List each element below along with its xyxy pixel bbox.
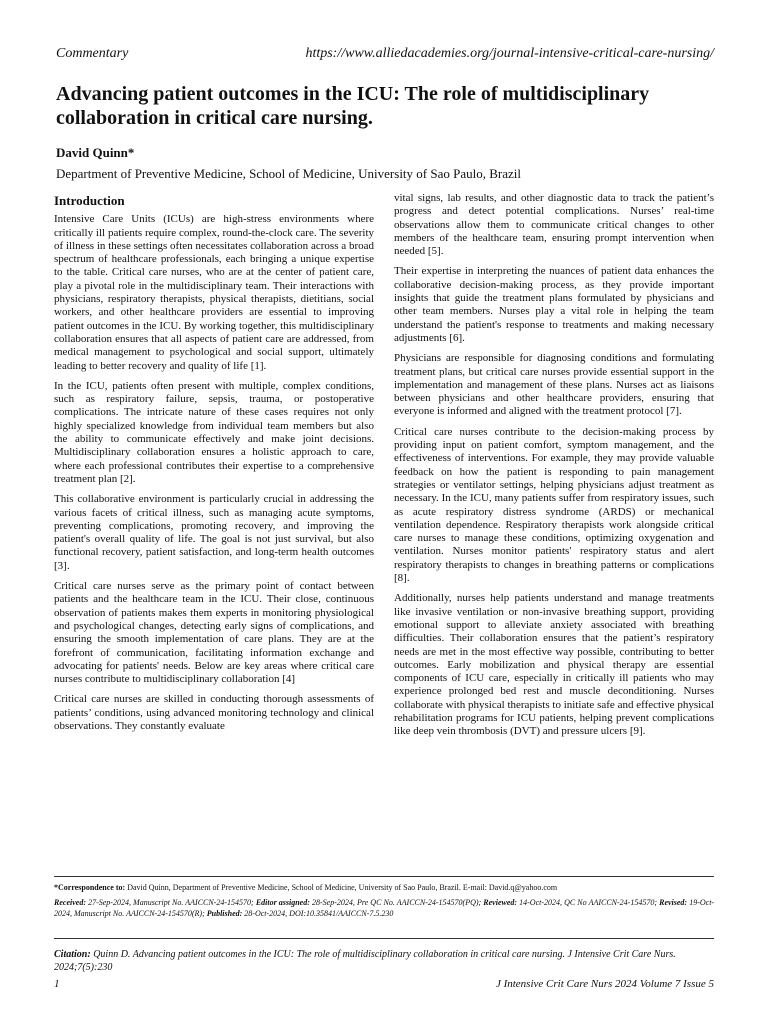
body-paragraph: This collaborative environment is particularly crucial in addressing the various facets of critical illness, such as managing acute symptoms, preventing complications, promoting recovery, and improving the patient's overall quality of life. The goal is not just survival, but also functional recovery, patient satisfaction, and long-term health outcomes [3]. xyxy=(54,493,374,572)
article-title: Advancing patient outcomes in the ICU: The role of multidisciplinary collaboration in critical care nursing. xyxy=(56,83,650,129)
reviewed-label: Reviewed: xyxy=(483,898,518,907)
body-paragraph: Physicians are responsible for diagnosing conditions and formulating treatment plans, but critical care nurses provide essential support in the implementation and management of these plans. Nurses act as liaisons between physicians and other healthcare providers, ensuring that everyone is informed and aligned with the treatment protocol [7]. xyxy=(394,352,714,418)
body-paragraph: Critical care nurses contribute to the decision-making process by providing input on patient comfort, symptom management, and the effectiveness of interventions. For example, they may provide valuable feedback on how the patient is responding to pain management strategies or ventilator settings, helping physicians adjust treatment as necessary. In the ICU, many patients suffer from respiratory issues, such as acute respiratory distress syndrome (ARDS) or mechanical ventilation dependence. Respiratory therapists work alongside critical care nurses to manage these conditions, optimizing oxygenation and ventilation. Nurses monitor patients' respiratory status and alert respiratory therapists to changes in breathing patterns or complications [8]. xyxy=(394,425,714,585)
received-label: Received: xyxy=(54,898,86,907)
body-paragraph: Their expertise in interpreting the nuances of patient data enhances the collaborative decision-making process, as they provide important insights that guide the treatment plans formulated by physicians and other team members. Nurses play a vital role in helping the team understand the patient's response to treatments and making necessary adjustments [6]. xyxy=(394,265,714,344)
author-name: David Quinn* xyxy=(56,145,135,160)
revised-value: 19-Oct-2024, Manuscript No. AAICCN-24-154570(R); xyxy=(54,898,715,918)
author-affiliation: Department of Preventive Medicine, School of Medicine, University of Sao Paulo, Brazil xyxy=(56,166,521,181)
revised-label: Revised: xyxy=(659,898,688,907)
left-column xyxy=(54,192,374,740)
journal-issue: J Intensive Crit Care Nurs 2024 Volume 7 Issue 5 xyxy=(495,978,714,990)
journal-url[interactable]: https://www.alliedacademies.org/journal-intensive-critical-care-nursing/ xyxy=(305,46,714,61)
page-number: 1 xyxy=(54,978,60,990)
manuscript-dates xyxy=(54,897,714,919)
citation-divider xyxy=(54,938,714,939)
citation xyxy=(54,948,714,974)
received-value: 27-Sep-2024, Manuscript No. AAICCN-24-154570; xyxy=(88,898,254,907)
body-paragraph: In the ICU, patients often present with multiple, complex conditions, such as respiratory failure, sepsis, trauma, or postoperative complications. The intricate nature of these cases requires not only highly specialized knowledge from individual team members but also the ability to communicate effectively and make joint decisions. Multidisciplinary collaboration ensures a holistic approach to care, where each professional contributes their expertise to a comprehensive treatment plan [2]. xyxy=(54,379,374,485)
footnote-divider xyxy=(54,876,714,877)
correspondence-label: *Correspondence to: xyxy=(54,883,126,892)
body-paragraph: Critical care nurses are skilled in conducting thorough assessments of patients’ conditions, using advanced monitoring technology and clinical observations. They constantly evaluate xyxy=(54,693,374,732)
section-heading-introduction: Introduction xyxy=(54,193,125,208)
page-header xyxy=(56,46,714,66)
published-label: Published: xyxy=(206,909,243,918)
editor-label: Editor assigned: xyxy=(255,898,310,907)
correspondence-note xyxy=(54,882,714,893)
body-paragraph: Additionally, nurses help patients understand and manage treatments like invasive ventilation or non-invasive breathing support, providing emotional support to alleviate anxiety associated with breathing difficulties. Their collaboration ensures that the patient’s respiratory needs are met in the most effective way possible, contributing to better outcomes. Early mobilization and physical therapy are essential components of ICU care, especially in critically ill patients who may experience prolonged bed rest and muscle deconditioning. Nurses collaborate with physical therapists to initiate safe and effective physical rehabilitation programs for ICU patients, helping prevent complications like deep vein thrombosis (DVT) and pressure ulcers [9]. xyxy=(394,592,714,738)
correspondence-text: David Quinn, Department of Preventive Medicine, School of Medicine, University of Sao Paulo, Brazil. E-mail: David.q@yahoo.com xyxy=(127,883,558,892)
citation-text: Quinn D. Advancing patient outcomes in the ICU: The role of multidisciplinary collaboration in critical care nursing. J Intensive Crit Care Nurs. 2024;7(5):230 xyxy=(54,949,676,973)
body-paragraph: vital signs, lab results, and other diagnostic data to track the patient’s progress and detect potential complications. Nurses’ real-time observations allow them to communicate critical changes to other members of the healthcare team, ensuring prompt intervention when needed [5]. xyxy=(394,192,714,258)
citation-label: Citation: xyxy=(54,949,91,960)
editor-value: 28-Sep-2024, Pre QC No. AAICCN-24-154570(PQ); xyxy=(312,898,482,907)
article-type: Commentary xyxy=(56,46,129,61)
published-value: 28-Oct-2024, DOI:10.35841/AAICCN-7.5.230 xyxy=(244,909,394,918)
right-column xyxy=(394,192,714,746)
reviewed-value: 14-Oct-2024, QC No AAICCN-24-154570; xyxy=(519,898,658,907)
body-paragraph: Critical care nurses serve as the primary point of contact between patients and the healthcare team in the ICU. Their close, continuous observation of patients makes them experts in monitoring physiological and psychological changes, detecting early signs of complications, and ensuring the smooth implementation of care plans. They are at the forefront of communication, facilitating information exchange and advocating for patients' needs. Below are key areas where critical care nurses contribute to multidisciplinary collaboration [4] xyxy=(54,580,374,686)
body-paragraph: Intensive Care Units (ICUs) are high-stress environments where critically ill patients require complex, round-the-clock care. The severity of illness in these settings often necessitates collaboration across a broad spectrum of healthcare professionals, each bringing a unique expertise to the table. Critical care nurses, who are at the center of patient care, play a pivotal role in the multidisciplinary team. Their interactions with physicians, respiratory therapists, physical therapists, dietitians, social workers, and other healthcare providers are essential to improving patient outcomes in the ICU. By working together, this multidisciplinary collaboration ensures that all aspects of patient care are addressed, from medical management to psychological and social support, ultimately leading to better recovery and quality of life [1]. xyxy=(54,213,374,372)
